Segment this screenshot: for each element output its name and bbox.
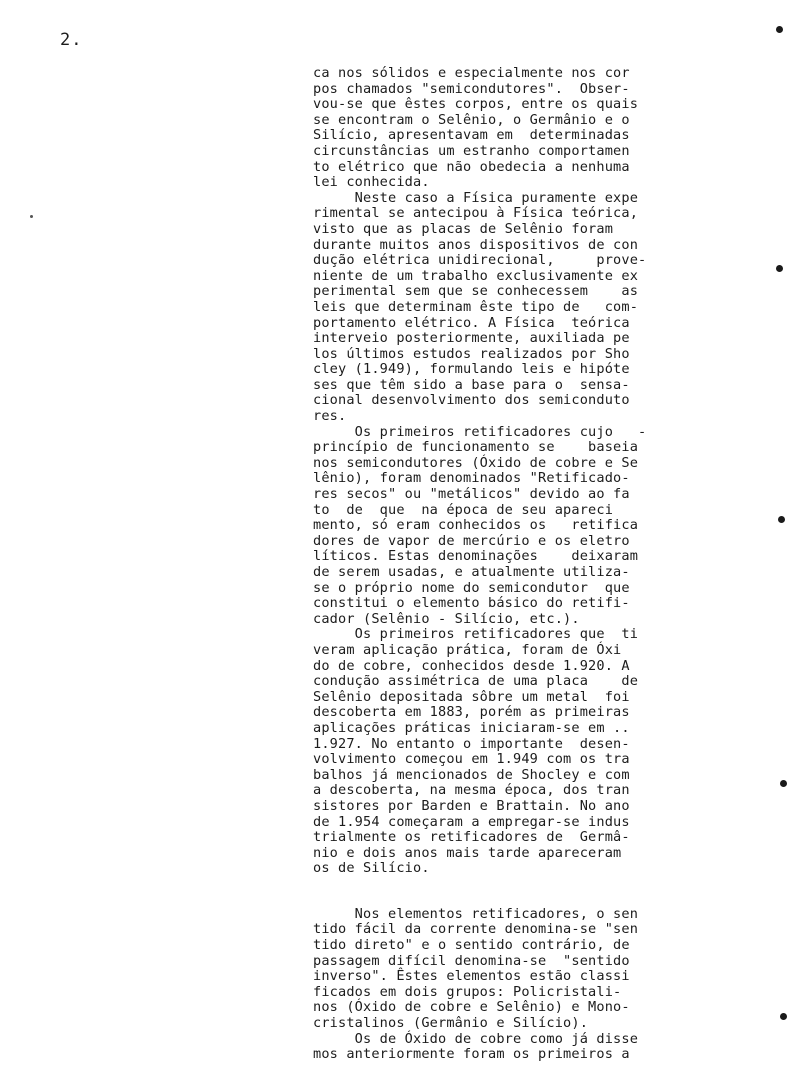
text-line: mento, só eram conhecidos os retifica [313,517,639,534]
text-line: los últimos estudos realizados por Sho [313,345,630,362]
paragraph-gap [313,877,703,907]
text-line: pos chamados "semicondutores". Obser- [313,80,630,97]
text-line: balhos já mencionados de Shocley e com [313,766,630,783]
text-line: res secos" ou "metálicos" devido ao fa [313,486,630,503]
text-line: descoberta em 1883, porém as primeiras [313,704,630,721]
text-line: de serem usadas, e atualmente utiliza- [313,564,630,580]
text-line: se encontram o Selênio, o Germânio e o [313,111,630,128]
text-line: líticos. Estas denominações deixaram [313,548,639,565]
text-line: de 1.954 começaram a empregar-se indus [313,813,630,830]
text-line: res. [313,408,347,425]
text-line: cristalinos (Germânio e Silício). [313,1015,589,1032]
text-line: volvimento começou em 1.949 com os tra [313,751,630,768]
text-line: veram aplicação prática, foram de Óxi [313,641,622,658]
text-line: inverso". Êstes elementos estão classi [313,968,630,985]
text-line: condução assimétrica de uma placa de [313,673,639,690]
text-line: ca nos sólidos e especialmente nos cor [313,65,630,81]
text-line: dução elétrica unidirecional, prove- [313,252,647,269]
text-line: cador (Selênio - Silício, etc.). [313,610,580,627]
text-line: tido fácil da corrente denomina-se "sen [313,921,639,938]
text-line: Silício, apresentavam em determinadas [313,127,630,144]
text-line: interveio posteriormente, auxiliada pe [313,330,630,347]
text-line: durante muitos anos dispositivos de con [313,236,639,253]
text-line: portamento elétrico. A Física teórica [313,314,630,331]
text-line: nio e dois anos mais tarde apareceram [313,844,622,861]
text-line: do de cobre, conhecidos desde 1.920. A [313,657,630,674]
text-line: a descoberta, na mesma época, dos tran [313,782,630,799]
text-line: mos anteriormente foram os primeiros a [313,1046,630,1063]
text-line: ficados em dois grupos: Policristali- [313,983,622,1000]
text-line: rimental se antecipou à Física teórica, [313,205,639,222]
scan-speck [30,215,33,218]
text-line: niente de um trabalho exclusivamente ex [313,267,639,284]
text-line: Os de Óxido de cobre como já disse [313,1030,639,1047]
punch-hole-mark [776,26,783,33]
text-line: leis que determinam êste tipo de com- [313,298,639,315]
text-line: se o próprio nome do semicondutor que [313,579,630,596]
punch-hole-mark [780,780,787,787]
punch-hole-mark [778,516,785,523]
page-number: 2. [60,30,83,50]
text-line: passagem difícil denomina-se "sentido [313,952,630,969]
text-line: to de que na época de seu apareci [313,501,614,518]
text-line: Neste caso a Física puramente expe [313,189,639,206]
text-line: Os primeiros retificadores que ti [313,626,639,643]
text-line: tido direto" e o sentido contrário, de [313,937,630,954]
text-line: trialmente os retificadores de Germâ- [313,829,630,846]
text-line: Nos elementos retificadores, o sen [313,905,639,922]
text-line: ses que têm sido a base para o sensa- [313,376,630,393]
body-text [313,66,703,1063]
text-line: circunstâncias um estranho comportamen [313,142,630,159]
punch-hole-mark [776,265,783,272]
text-line: 1.927. No entanto o importante desen- [313,735,630,752]
text-line: cley (1.949), formulando leis e hipóte [313,361,630,378]
text-line: nos (Óxido de cobre e Selênio) e Mono- [313,999,630,1016]
text-line: perimental sem que se conhecessem as [313,283,639,300]
text-line: lei conhecida. [313,174,430,191]
text-line: sistores por Barden e Brattain. No ano [313,797,630,814]
text-line: os de Silício. [313,860,430,877]
text-line: Os primeiros retificadores cujo - [313,423,647,440]
text-line: to elétrico que não obedecia a nenhuma [313,158,630,175]
text-line: aplicações práticas iniciaram-se em .. [313,719,630,736]
text-line: dores de vapor de mercúrio e os eletro [313,532,630,549]
punch-hole-mark [780,1013,787,1020]
text-line: Selênio depositada sôbre um metal foi [313,688,630,705]
text-line: visto que as placas de Selênio foram [313,220,614,237]
text-line: princípio de funcionamento se baseia [313,439,639,456]
text-line: cional desenvolvimento dos semiconduto [313,392,630,409]
text-line: nos semicondutores (Óxido de cobre e Se [313,454,639,471]
text-line: vou-se que êstes corpos, entre os quais [313,96,639,113]
text-line: lênio), foram denominados "Retificado- [313,470,630,487]
text-line: constitui o elemento básico do retifi- [313,595,630,612]
